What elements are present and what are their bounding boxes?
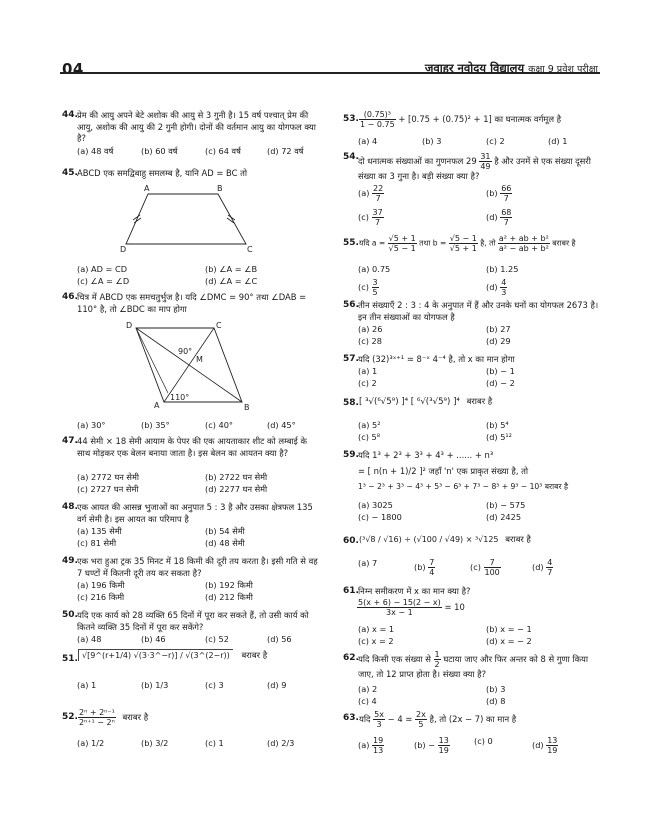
question-text: यदि (32)³ˣ⁺¹ = 8⁻ˣ 4⁻⁴ है, तो x का मान होगा [358,354,515,364]
option-d: (d) 56 [267,634,292,644]
radical-expression: √[9^(r+1/4) √(3·3^−r)] / √(3^(2−r)) [78,649,233,661]
option-d: (d) 5¹² [486,432,512,442]
option-c: (c) ∠A = ∠D [77,276,130,286]
option-d [532,736,558,755]
option-c: (c) 3 [205,680,224,690]
option-d: (d) x = − 2 [486,636,532,646]
option-b [486,184,512,203]
option-c [358,208,384,227]
question-61 [343,586,601,646]
option-c: (c) 0 [474,736,493,746]
denominator: 19 [438,746,449,755]
numerator: 4 [547,558,553,567]
option-label: (c) [358,282,369,292]
option-label: (a) [358,188,370,198]
question-49 [62,556,322,602]
option-b: (b) 3 [422,136,442,146]
fraction [546,558,553,577]
option-a: (a) 1 [358,366,378,376]
option-a: (a) 1/2 [77,738,105,748]
option-a: (a) 7 [358,558,378,568]
option-d: (d) 8 [486,696,506,706]
option-a: (a) 30° [77,420,106,430]
option-c: (c) 40° [205,420,234,430]
denominator: 100 [484,568,500,577]
numerator: 66 [501,184,512,193]
question-45 [62,168,322,286]
question-54 [343,152,601,227]
denominator: 5 [418,720,424,729]
option-c: (c) x = 2 [358,636,394,646]
fraction [357,598,442,617]
expression-row [359,110,561,129]
option-c: (c) 2 [358,378,377,388]
option-c [358,278,379,297]
fraction [372,278,379,297]
question-suffix: बराबर है [122,712,149,722]
expression-row [78,708,148,727]
option-c: (c) 1 [205,738,224,748]
rhombus-figure [114,322,264,414]
question-text: यदि एक कार्य को 28 व्यक्ति 65 दिनों में पूरा कर सकते हैं, तो उसी कार्य को कितने व्यक्ति 35 दिनों में पूरा कर सकेंगे? [77,610,309,632]
question-number: 50. [62,610,78,620]
option-c: (c) 28 [358,336,382,346]
option-label: (d) [532,740,544,750]
question-text [343,650,601,681]
numerator: √5 + 1 [388,234,416,243]
option-label: (c) [358,212,369,222]
vertex-label-a: A [144,184,150,193]
question-number: 47. [62,436,78,446]
option-c: (c) − 1800 [358,512,402,522]
denominator: 4 [429,568,435,577]
question-text-part: है और उनमें से एक संख्या दूसरी संख्या का 3 गुना है। बड़ी संख्या क्या है? [358,156,591,181]
fraction [372,736,384,755]
header-rule [60,72,600,74]
question-number: 56. [343,300,359,310]
line-d-to-a [136,328,168,393]
numerator: 7 [429,558,435,567]
denominator: 7 [503,218,509,227]
option-label: (b) [486,188,498,198]
question-48 [62,502,322,548]
option-c [470,558,501,577]
option-c: (c) 52 [205,634,229,644]
expression-tail: है, तो [480,238,496,248]
question-suffix: बराबर है [552,238,576,248]
question-text: एक आयत की आसन्न भुजाओं का अनुपात 5 : 3 है और उसका क्षेत्रफल 135 वर्ग सेमी है। इस आयत का परिमाप है [77,502,313,524]
numerator: √5 − 1 [449,234,477,243]
option-b: (b) 27 [486,324,511,334]
numerator: 3 [372,278,378,287]
option-d: (d) − 2 [486,378,515,388]
question-text: प्रेम की आयु अपने बेटे अशोक की आयु से 3 गुनी है। 15 वर्ष पश्चात् प्रेम की आयु, अशोक की आयु की 2 गुनी होगी। दोनों की वर्तमान आयु का योगफल क्या है? [77,110,316,144]
question-number: 57. [343,354,359,364]
fraction [428,558,435,577]
page-number: 04 [62,60,84,78]
option-b: (b) 2722 घन सेमी [205,472,268,482]
question-number: 55. [343,238,359,248]
option-d [486,208,512,227]
option-a: (a) 48 वर्ष [77,146,114,156]
question-59 [343,450,601,522]
exam-name: कक्षा 9 प्रवेश परीक्षा [528,64,598,75]
option-a: (a) 48 [77,634,102,644]
option-c: (c) 2 [486,136,505,146]
numerator: 5(x + 6) − 15(2 − x) [358,598,441,607]
numerator: 31 [480,152,491,161]
radical-expression: (³√8 / √16) ÷ (√100 / √49) × ³√125 [359,535,499,544]
option-a: (a) AD = CD [77,264,128,274]
option-label: (b) [414,562,426,572]
expression-mid: − 4 = [387,714,413,724]
expression-row [359,234,576,253]
denominator: 2 [434,660,440,669]
denominator: 49 [480,162,491,171]
equation-rhs: = 10 [444,602,465,612]
fraction-a [388,234,417,253]
question-suffix: बराबर है [505,534,531,544]
expression-mid: तथा b = [419,238,447,248]
numerator: 4 [501,278,507,287]
option-c: (c) 81 सेमी [77,538,117,548]
option-a: (a) 4 [358,136,378,146]
numerator: 2x [416,710,426,719]
expression-lead: यदि a = [359,238,386,248]
option-b [414,736,450,755]
fraction [500,278,507,297]
question-number: 49. [62,556,78,566]
vertex-label-d: D [120,245,127,254]
question-text-part: दो धनात्मक संख्याओं का गुणनफल 29 [358,156,477,166]
question-number: 61. [343,586,359,596]
question-56 [343,300,601,346]
denominator: 7 [503,194,509,203]
expression-rest: + [0.75 + (0.75)² + 1] का घनात्मक वर्गमूल है [398,114,562,124]
option-d: (d) 1 [548,136,568,146]
option-a: (a) 5² [358,420,381,430]
option-d: (d) ∠A = ∠C [205,276,258,286]
vertex-label-a: A [154,401,160,410]
option-c: (c) 2727 घन सेमी [77,484,139,494]
option-a: (a) x = 1 [358,624,395,634]
option-label: (c) [470,562,481,572]
option-b [414,558,435,577]
option-b: (b) x = − 1 [486,624,532,634]
option-a [358,184,384,203]
question-number: 53. [343,114,359,124]
denominator: 19 [547,746,558,755]
question-text-line3: 1³ − 2³ + 3³ − 4³ + 5³ − 6³ + 7³ − 8³ + 9³ − 10³ बराबर है [358,482,569,492]
vertex-label-c: C [247,245,253,254]
fraction [359,110,396,129]
option-a: (a) 2 [358,684,378,694]
option-a [358,736,384,755]
expression-lead: यदि [359,714,371,724]
fraction [372,208,384,227]
option-d: (d) 2277 घन सेमी [205,484,268,494]
question-50 [62,610,322,644]
option-label: (a) [358,740,370,750]
option-d: (d) 212 किमी [205,592,253,602]
question-62 [343,650,601,706]
fraction [500,208,512,227]
vertex-label-b: B [244,403,250,412]
option-label: (d) [486,282,498,292]
equation [357,598,465,617]
option-label: (b) − [414,740,436,750]
option-b: (b) ∠A = ∠B [205,264,258,274]
vertex-label-d: D [126,322,133,330]
option-b: (b) 54 सेमी [205,526,245,536]
expression-row [78,650,267,662]
numerator: 22 [373,184,384,193]
trapezium-figure [120,182,260,254]
option-d [532,558,553,577]
option-label: (d) [486,212,498,222]
expression-tail: है, तो (2x − 7) का मान है [429,714,517,724]
question-text: ABCD एक समद्विबाहु समलम्ब है, यानि AD = BC तो [77,168,248,178]
option-a: (a) 1 [77,680,97,690]
question-number: 52. [62,712,78,722]
denominator: 3x − 1 [386,608,413,617]
question-number: 46. [62,292,78,302]
numerator: 5x [374,710,384,719]
denominator: 1 − 0.75 [360,120,395,129]
question-44 [62,110,322,156]
question-text [343,152,601,183]
question-suffix: बराबर है [241,650,268,660]
option-b: (b) 3 [486,684,506,694]
vertex-label-b: B [217,184,223,193]
option-a: (a) 196 किमी [77,580,125,590]
option-b: (b) 35° [141,420,170,430]
option-b: (b) 60 वर्ष [141,146,178,156]
question-number: 63. [343,713,359,723]
fraction [438,736,450,755]
point-label-m: M [196,355,203,364]
option-c: (c) 5⁸ [358,432,380,442]
fraction [484,558,501,577]
question-text-part: घटाया जाए और फिर अन्तर को 8 से गुणा किया जाए, तो 12 प्राप्त होता है। संख्या क्या है? [358,654,589,679]
numerator: 7 [484,558,501,568]
option-b: (b) 192 किमी [205,580,253,590]
question-text-part: यदि किसी एक संख्या से [358,654,431,664]
option-b: (b) 3/2 [141,738,169,748]
school-name: जवाहर नवोदय विद्यालय [424,61,525,75]
question-number: 48. [62,502,78,512]
option-a: (a) 2772 घन सेमी [77,472,139,482]
question-number: 54. [343,152,359,162]
denominator: 7 [547,568,553,577]
option-b: (b) − 1 [486,366,515,376]
option-d [486,278,507,297]
angle-label-110: 110° [170,393,190,402]
question-text: 44 सेमी × 18 सेमी आयाम के पेपर की एक आयताकार शीट को लम्बाई के साथ मोड़कर एक बेलन बनाया जाता है। इस बेलन का आयतन क्या है? [77,436,307,458]
question-47 [62,436,322,494]
denominator: 5 [372,288,378,297]
fraction [500,184,512,203]
mixed-fraction [479,152,491,171]
option-a: (a) 135 सेमी [77,526,122,536]
option-a: (a) 3025 [358,500,393,510]
option-label: (d) [532,562,544,572]
option-c: (c) 4 [358,696,377,706]
numerator: 1 [434,650,440,659]
question-text: चित्र में ABCD एक समचतुर्भुज है। यदि ∠DMC = 90° तथा ∠DAB = 110° है, तो ∠BDC का माप होगा [77,292,307,314]
question-number: 59. [343,450,359,460]
option-a: (a) 26 [358,324,383,334]
question-number: 58. [343,398,359,408]
fraction [434,650,441,669]
option-b: (b) 1/3 [141,680,169,690]
angle-label-90: 90° [178,347,193,356]
question-number: 51. [62,654,78,664]
question-text: निम्न समीकरण में x का मान क्या है? [358,586,471,596]
numerator: 19 [373,736,384,745]
fraction [372,184,384,203]
numerator: a² + ab + b² [498,234,549,243]
option-b: (b) 5⁴ [486,420,509,430]
denominator: √5 − 1 [388,244,416,253]
denominator: 3 [501,288,507,297]
denominator: 13 [373,746,384,755]
fraction-expression [498,234,550,253]
option-d: (d) 48 सेमी [205,538,245,548]
option-b: (b) 1.25 [486,264,519,274]
question-suffix: बराबर है [466,396,493,406]
numerator: 13 [547,736,558,745]
fraction [546,736,558,755]
option-c: (c) 64 वर्ष [205,146,241,156]
numerator: 37 [372,208,383,217]
option-d: (d) 72 वर्ष [267,146,304,156]
numerator: 2ⁿ + 2ⁿ⁻¹ [79,708,115,717]
question-text-line1: यदि 1³ + 2³ + 3³ + 4³ + ...... + n³ [358,450,494,460]
fraction [78,708,116,727]
denominator: 7 [375,194,381,203]
option-b: (b) − 575 [486,500,526,510]
denominator: 2ⁿ⁺¹ − 2ⁿ [79,718,115,727]
denominator: 7 [375,218,381,227]
question-number: 62. [343,653,359,663]
option-c: (c) 216 किमी [77,592,125,602]
denominator: a² − ab + b² [498,244,549,253]
question-number: 60. [343,536,359,546]
numerator: (0.75)³ [359,110,396,120]
numerator: 68 [501,208,512,217]
option-d: (d) 29 [486,336,511,346]
expression-row [359,396,492,409]
option-d: (d) 45° [267,420,296,430]
expression-row [359,710,516,729]
question-number: 44. [62,110,78,120]
expression-row [359,534,531,546]
question-text-line2: = [ n(n + 1)/2 ]² जहाँ 'n' एक प्राकृत संख्या है, तो [358,465,529,476]
question-text: तीन संख्याएँ 2 : 3 : 4 के अनुपात में हैं और उनके घनों का योगफल 2673 है। इन तीन संख्याओं का योगफल है [358,300,599,322]
denominator: √5 + 1 [449,244,477,253]
option-b: (b) 46 [141,634,166,644]
diagonal-ca [164,328,214,402]
question-text: एक भरा हुआ ट्रक 35 मिनट में 18 किमी की दूरी तय करता है। इसी गति से वह 7 घण्टों में कितनी दूरी तय कर सकता है? [77,556,318,578]
denominator: 3 [376,720,382,729]
option-d: (d) 9 [267,680,287,690]
option-a: (a) 0.75 [358,264,391,274]
radical-expression: [ ³√(⁶√5⁹) ]⁴ [ ⁶√(³√5⁹) ]⁴ [359,397,460,407]
option-d: (d) 2425 [486,512,522,522]
vertex-label-c: C [216,322,222,330]
fraction [373,710,385,729]
question-46 [62,292,322,430]
option-d: (d) 2/3 [267,738,295,748]
fraction-b [449,234,478,253]
question-number: 45. [62,168,78,178]
question-57 [343,354,601,388]
fraction [415,710,427,729]
numerator: 13 [438,736,449,745]
